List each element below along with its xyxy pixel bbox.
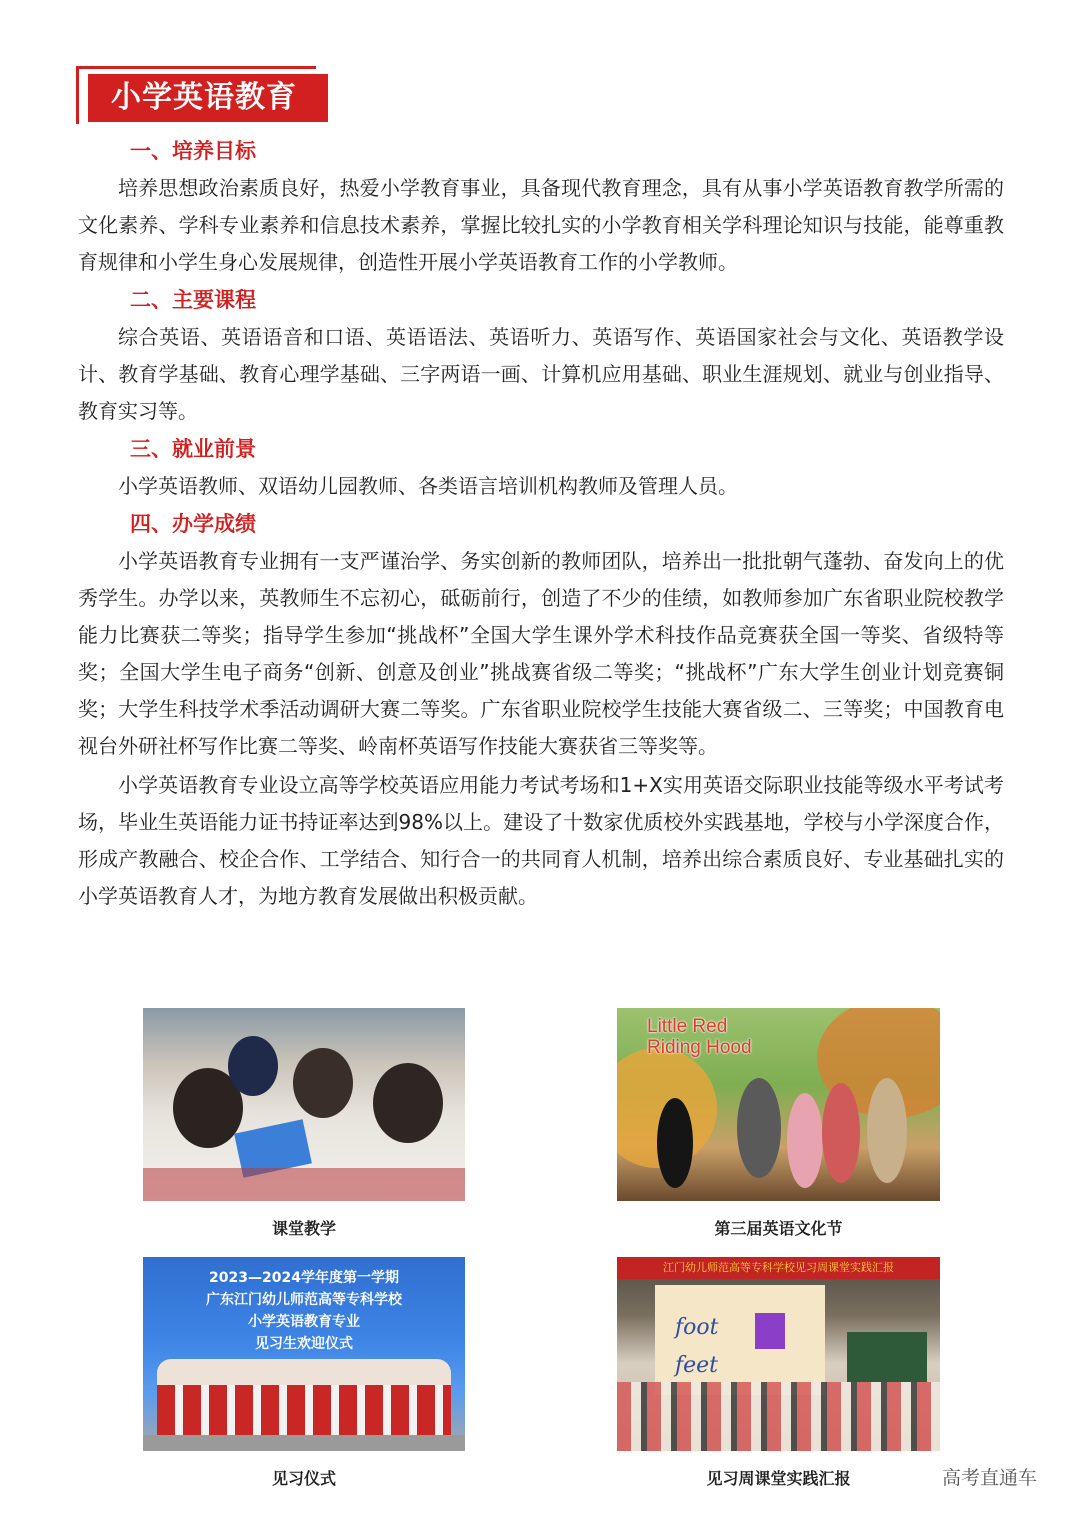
performer-figure: [657, 1098, 693, 1188]
title-accent: [320, 74, 328, 122]
photo-caption: 见习周课堂实践汇报: [706, 1469, 851, 1488]
performer-figure: [787, 1093, 823, 1188]
students-area: [617, 1382, 940, 1451]
board-word: foot: [675, 1315, 719, 1340]
blackboard: [847, 1332, 927, 1382]
classroom-practice-photo: [617, 1257, 940, 1451]
section-title-courses: 二、主要课程: [130, 288, 256, 312]
stage-screen-text: 2023—2024学年度第一学期 广东江门幼儿师范高等专科学校 小学英语教育专业 见习生欢迎仪式: [206, 1270, 402, 1352]
section-title-goals: 一、培养目标: [130, 139, 256, 163]
photo-caption: 第三届英语文化节: [714, 1219, 843, 1238]
performer-figure: [822, 1083, 860, 1183]
student-figure: [293, 1048, 353, 1118]
section-text: 小学英语教育专业设立高等学校英语应用能力考试考场和1+X实用英语交际职业技能等级水平考试考场，毕业生英语能力证书持证率达到98%以上。建设了十数家优质校外实践基地，学校与小学深度合作，形成产教融合、校企合作、工学结合、知行合一的共同育人机制，培养出综合素质良好、专业基础扎实的小学英语教育人才，为地方教育发展做出积极贡献。: [78, 773, 1004, 908]
board-word: feet: [675, 1353, 719, 1378]
group-front-row: [157, 1359, 451, 1385]
desk-area: [143, 1168, 465, 1201]
watermark-text: 高考直通车: [942, 1467, 1038, 1489]
stage-sign: Little Red Riding Hood: [647, 1016, 752, 1058]
section-title-achievements: 四、办学成绩: [130, 512, 256, 536]
stage-floor: [143, 1435, 465, 1451]
student-figure: [373, 1063, 443, 1143]
section-text: 小学英语教师、双语幼儿园教师、各类语言培训机构教师及管理人员。: [118, 474, 738, 498]
section-title-employment: 三、就业前景: [130, 437, 256, 461]
photo-caption: 见习仪式: [271, 1469, 336, 1488]
section-text: 培养思想政治素质良好，热爱小学教育事业，具备现代教育理念，具有从事小学英语教育教学所需的文化素养、学科专业素养和信息技术素养，掌握比较扎实的小学教育相关学科理论知识与技能，能尊重教育规律和小学生身心发展规律，创造性开展小学英语教育工作的小学教师。: [78, 176, 1004, 274]
section-text: 小学英语教育专业拥有一支严谨治学、务实创新的教师团队，培养出一批批朝气蓬勃、奋发向上的优秀学生。办学以来，英教师生不忘初心，砥砺前行，创造了不少的佳绩，如教师参加广东省职业院校教学能力比赛获二等奖；指导学生参加“挑战杯”全国大学生课外学术科技作品竞赛获全国一等奖、省级特等奖；全国大学生电子商务“创新、创意及创业”挑战赛省级二等奖；“挑战杯”广东大学生创业计划竞赛铜奖；大学生科技学术季活动调研大赛二等奖。广东省职业院校学生技能大赛省级二、三等奖；中国教育电视台外研社杯写作比赛二等奖、岭南杯英语写作技能大赛获省三等奖等。: [78, 549, 1004, 758]
main-content: [78, 134, 1004, 917]
board-picture: [755, 1313, 785, 1349]
group-uniforms: [157, 1385, 451, 1435]
classroom-banner: 江门幼儿师范高等专科学校见习周课堂实践汇报: [617, 1257, 940, 1279]
photo-caption: 课堂教学: [271, 1219, 336, 1238]
section-text: 综合英语、英语语音和口语、英语语法、英语听力、英语写作、英语国家社会与文化、英语教学设计、教育学基础、教育心理学基础、三字两语一画、计算机应用基础、职业生涯规划、就业与创业指导、教育实习等。: [78, 325, 1004, 423]
classroom-teaching-photo: [143, 1008, 465, 1201]
culture-festival-photo: [617, 1008, 940, 1201]
projector-screen: [655, 1285, 825, 1395]
teacher-figure: [228, 1036, 278, 1096]
wolf-performer: [737, 1078, 781, 1178]
page-title: 小学英语教育: [88, 74, 320, 122]
ceremony-photo: [143, 1257, 465, 1451]
performer-figure: [867, 1078, 907, 1183]
